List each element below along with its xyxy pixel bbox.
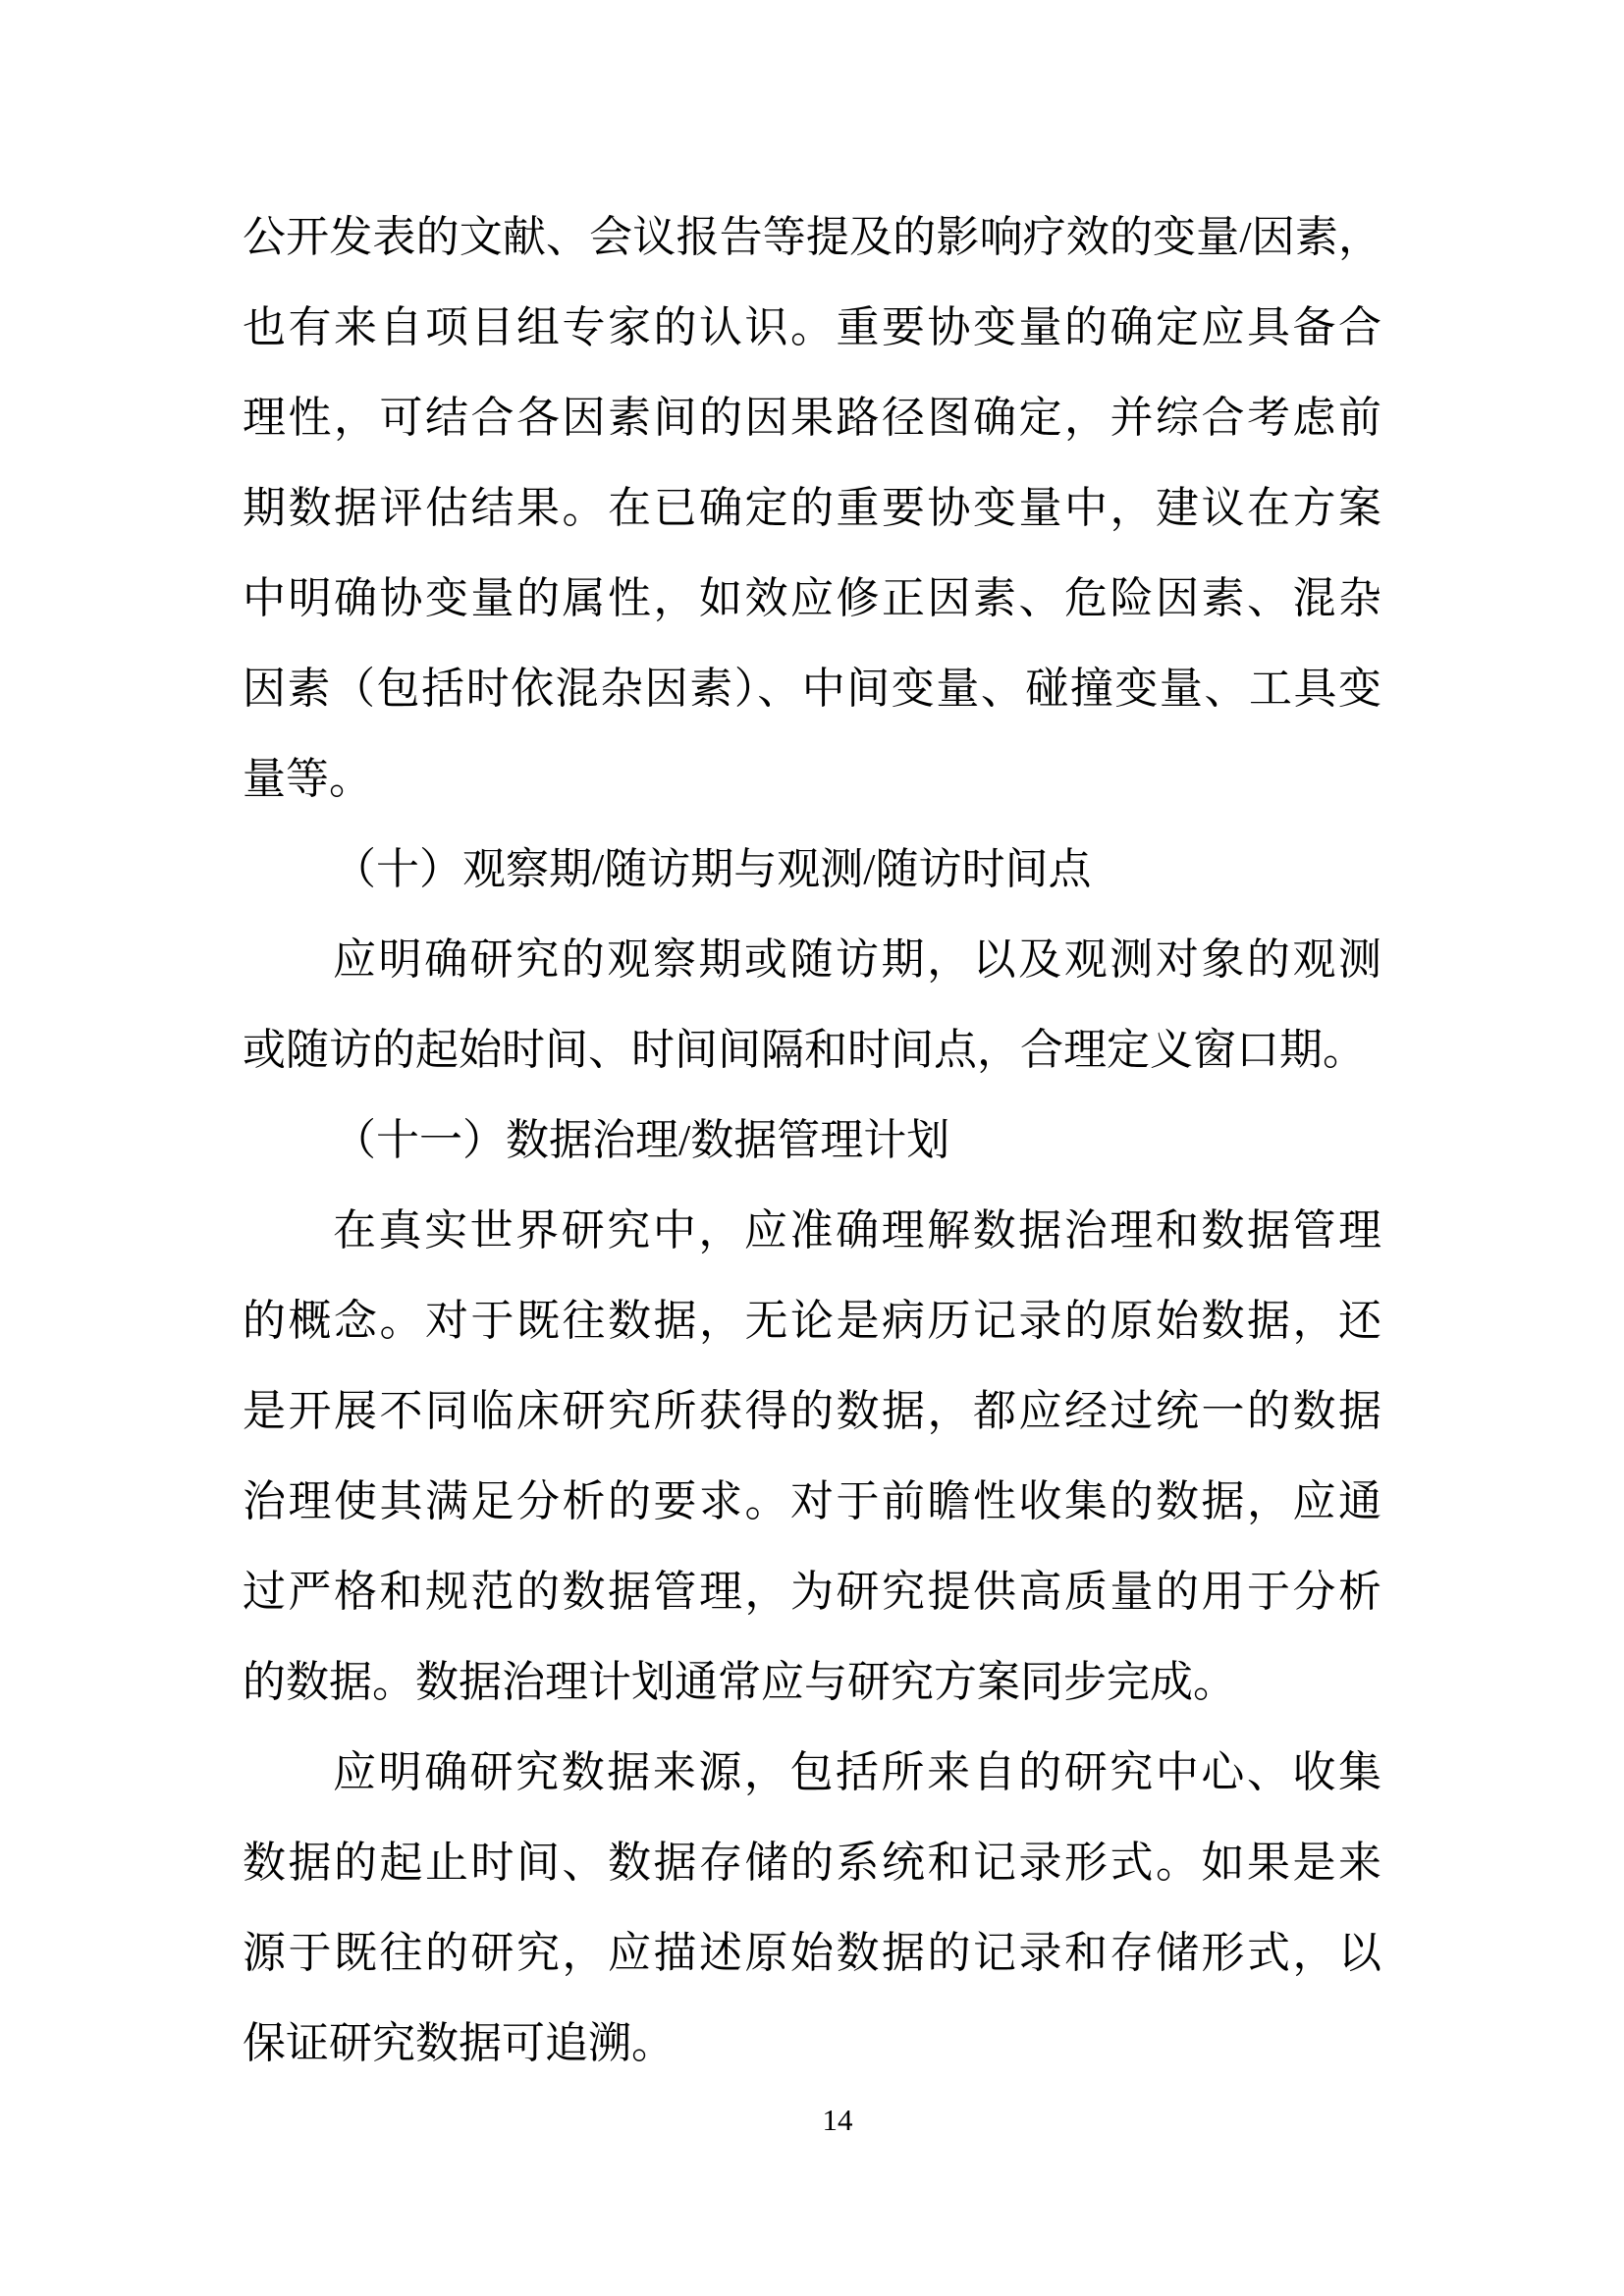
- paragraph-line: 公开发表的文献、会议报告等提及的影响疗效的变量/因素，: [243, 213, 1381, 261]
- paragraph-line: 数据的起止时间、数据存储的系统和记录形式。如果是来: [243, 1839, 1381, 1887]
- paragraph-line: 是开展不同临床研究所获得的数据，都应经过统一的数据: [243, 1387, 1381, 1435]
- paragraph-line: 或随访的起始时间、时间间隔和时间点，合理定义窗口期。: [243, 1026, 1366, 1074]
- paragraph-line: 中明确协变量的属性，如效应修正因素、危险因素、混杂: [243, 574, 1381, 622]
- document-body: [243, 192, 1381, 2089]
- paragraph-line: 应明确研究数据来源，包括所来自的研究中心、收集: [333, 1748, 1381, 1796]
- paragraph-line: 理性，可结合各因素间的因果路径图确定，并综合考虑前: [243, 394, 1381, 442]
- paragraph-line: 的数据。数据治理计划通常应与研究方案同步完成。: [243, 1658, 1236, 1706]
- page-number: 14: [822, 2103, 853, 2137]
- paragraph-line: 因素（包括时依混杂因素）、中间变量、碰撞变量、工具变: [243, 665, 1381, 713]
- paragraph-line: 应明确研究的观察期或随访期，以及观测对象的观测: [333, 935, 1381, 984]
- paragraph-line: 也有来自项目组专家的认识。重要协变量的确定应具备合: [243, 303, 1381, 351]
- paragraph-line: 保证研究数据可追溯。: [243, 2019, 675, 2067]
- paragraph-line: 治理使其满足分析的要求。对于前瞻性收集的数据，应通: [243, 1477, 1381, 1525]
- paragraph-line: 在真实世界研究中，应准确理解数据治理和数据管理: [333, 1206, 1381, 1255]
- paragraph-line: 的概念。对于既往数据，无论是病历记录的原始数据，还: [243, 1297, 1381, 1345]
- paragraph-line: 量等。: [243, 755, 372, 803]
- section-heading: （十）观察期/随访期与观测/随访时间点: [333, 845, 1092, 893]
- paragraph-line: 期数据评估结果。在已确定的重要协变量中，建议在方案: [243, 484, 1381, 532]
- section-heading: （十一）数据治理/数据管理计划: [333, 1116, 950, 1164]
- paragraph-line: 过严格和规范的数据管理，为研究提供高质量的用于分析: [243, 1568, 1381, 1616]
- paragraph-line: 源于既往的研究，应描述原始数据的记录和存储形式，以: [243, 1929, 1381, 1977]
